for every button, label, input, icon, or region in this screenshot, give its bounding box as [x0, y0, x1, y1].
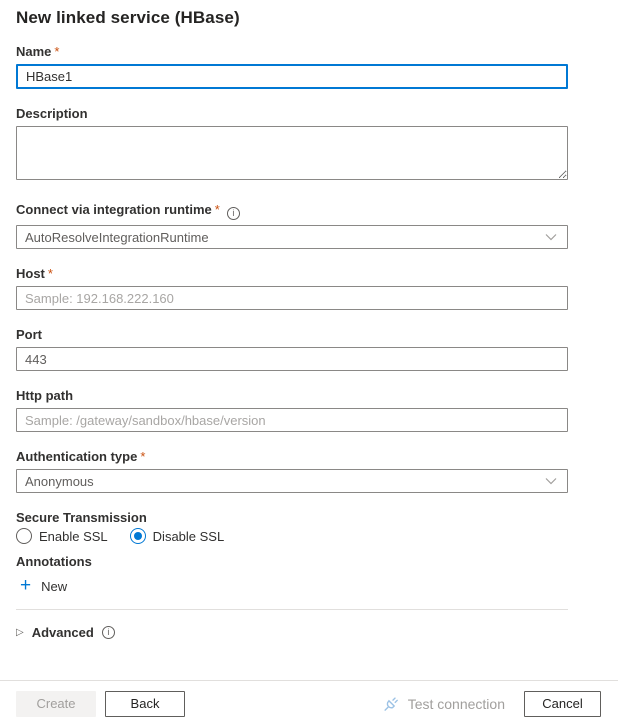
required-asterisk: * — [214, 202, 220, 217]
chevron-right-icon: ▷ — [16, 627, 24, 638]
test-connection-label: Test connection — [407, 695, 505, 712]
ssl-radio-group — [16, 528, 568, 544]
disable-ssl-radio[interactable] — [130, 528, 225, 544]
plug-icon — [383, 695, 400, 712]
http-path-input[interactable] — [16, 408, 568, 432]
host-input[interactable] — [16, 286, 568, 310]
http-path-label: Http path — [16, 388, 74, 403]
required-asterisk: * — [54, 44, 60, 59]
secure-transmission-label: Secure Transmission — [16, 510, 147, 525]
host-label: Host * — [16, 266, 53, 281]
field-http-path — [16, 388, 568, 432]
radio-checked-icon — [130, 528, 146, 544]
test-connection-button[interactable] — [383, 695, 505, 712]
integration-runtime-label: Connect via integration runtime * i — [16, 202, 568, 220]
field-authentication-type — [16, 449, 568, 493]
enable-ssl-label: Enable SSL — [39, 528, 108, 544]
advanced-label: Advanced — [31, 625, 94, 640]
radio-unchecked-icon — [16, 528, 32, 544]
create-button[interactable]: Create — [16, 691, 96, 717]
name-input[interactable] — [16, 64, 568, 89]
authentication-type-value: Anonymous — [25, 473, 94, 489]
add-annotation-button[interactable] — [20, 575, 68, 596]
required-asterisk: * — [47, 266, 53, 281]
port-label: Port — [16, 327, 42, 342]
chevron-down-icon — [545, 477, 557, 485]
field-description — [16, 106, 568, 185]
field-name — [16, 44, 568, 89]
description-label: Description — [16, 106, 88, 121]
plus-icon: + — [20, 575, 32, 596]
name-label: Name * — [16, 44, 60, 59]
description-textarea[interactable] — [16, 126, 568, 180]
info-icon[interactable]: i — [102, 626, 115, 639]
footer-bar — [0, 680, 618, 726]
port-input[interactable] — [16, 347, 568, 371]
authentication-type-label: Authentication type * — [16, 449, 146, 464]
add-annotation-label: New — [41, 578, 68, 594]
info-icon[interactable]: i — [227, 207, 240, 220]
advanced-expander[interactable] — [16, 625, 568, 640]
integration-runtime-dropdown[interactable] — [16, 225, 568, 249]
back-button[interactable]: Back — [105, 691, 185, 717]
section-divider — [16, 609, 568, 610]
required-asterisk: * — [140, 449, 146, 464]
field-secure-transmission — [16, 510, 568, 544]
authentication-type-dropdown[interactable] — [16, 469, 568, 493]
enable-ssl-radio[interactable] — [16, 528, 108, 544]
field-integration-runtime — [16, 202, 568, 249]
field-host — [16, 266, 568, 310]
chevron-down-icon — [545, 233, 557, 241]
disable-ssl-label: Disable SSL — [152, 528, 225, 544]
annotations-label: Annotations — [16, 554, 92, 569]
field-port — [16, 327, 568, 371]
integration-runtime-value: AutoResolveIntegrationRuntime — [25, 229, 209, 245]
cancel-button[interactable]: Cancel — [524, 691, 601, 717]
page-title: New linked service (HBase) — [16, 8, 240, 27]
